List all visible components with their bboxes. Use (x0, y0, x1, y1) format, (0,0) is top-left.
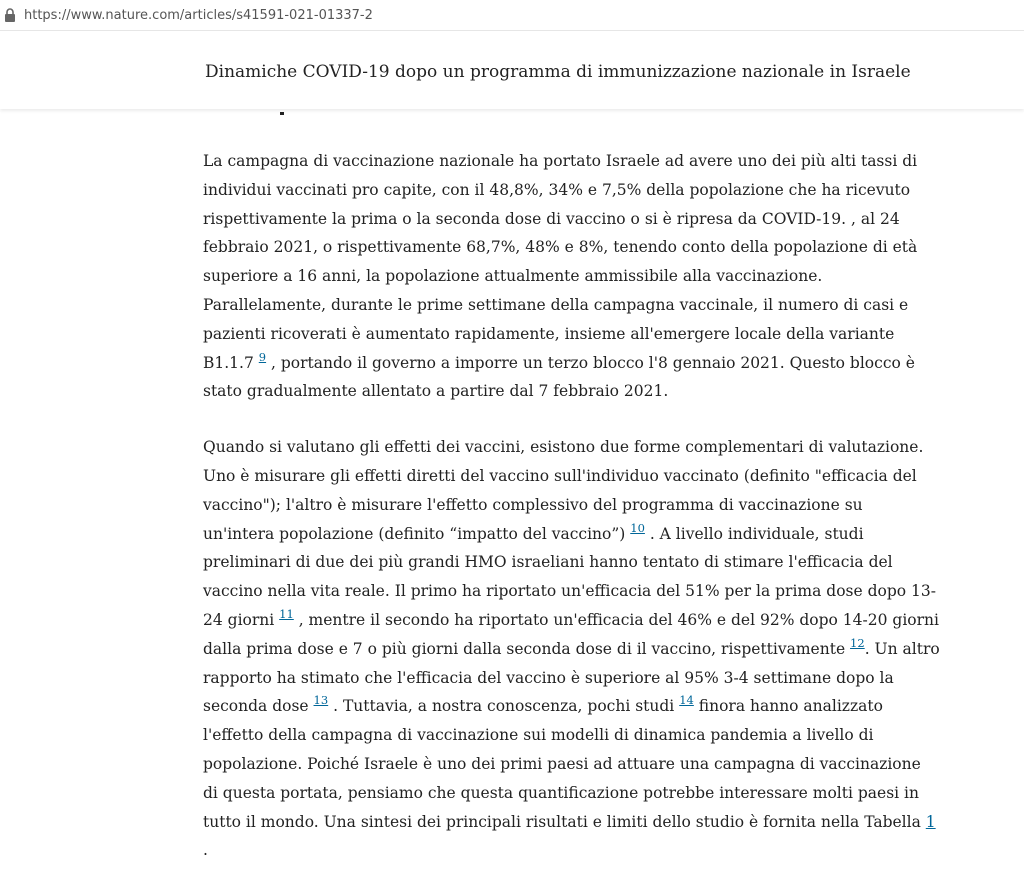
line-text: , mentre il secondo ha riportato un'efficacia del 46% e del 92% dopo 14-20 giorni (293, 610, 939, 629)
text-line (203, 606, 939, 635)
article-title: Dinamiche COVID-19 dopo un programma di immunizzazione nazionale in Israele (205, 62, 911, 82)
line-text: preliminari di due dei più grandi HMO israeliani hanno tentato di stimare l'efficacia del (203, 553, 893, 572)
text-line (203, 520, 933, 549)
line-text: un'intera popolazione (definito “impatto del vaccino”) (203, 524, 631, 543)
text-line (203, 462, 933, 491)
text-line (203, 491, 933, 520)
text-line (203, 320, 933, 349)
text-line (203, 750, 933, 779)
text-line (203, 349, 933, 378)
line-text: . (203, 841, 208, 860)
text-line (203, 176, 933, 205)
text-line (203, 147, 933, 176)
line-text: dalla prima dose e 7 o più giorni dalla seconda dose di il vaccino, rispettivamente (203, 639, 851, 658)
line-text: pazienti ricoverati è aumentato rapidamente, insieme all'emergere locale della variante (203, 324, 895, 343)
line-text: , portando il governo a imporre un terzo blocco l'8 gennaio 2021. Questo blocco è (266, 353, 915, 372)
text-line (203, 377, 933, 406)
text-line (203, 233, 933, 262)
paragraph-1 (203, 147, 933, 406)
line-text: vaccino nella vita reale. Il primo ha riportato un'efficacia del 51% per la prima dose dopo 13- (203, 582, 936, 601)
citation-link[interactable]: 12 (850, 635, 865, 650)
citation-link[interactable]: 13 (313, 693, 329, 708)
line-text: finora hanno analizzato (693, 697, 883, 716)
line-text: . Tuttavia, a nostra conoscenza, pochi studi (328, 697, 680, 716)
text-line (203, 433, 933, 462)
text-line (203, 779, 933, 808)
text-line (203, 808, 936, 837)
citation-link[interactable]: 10 (630, 520, 645, 535)
paragraph-2 (203, 433, 940, 865)
address-bar[interactable] (0, 0, 1024, 31)
line-text: popolazione. Poiché Israele è uno dei primi paesi ad attuare una campagna di vaccinazione (203, 754, 921, 773)
line-text: seconda dose (203, 697, 314, 716)
line-text: Quando si valutano gli effetti dei vaccini, esistono due forme complementari di valutazione. (203, 438, 924, 457)
text-line (203, 291, 933, 320)
sticky-article-header (0, 31, 1024, 109)
line-text: di questa portata, pensiamo che questa quantificazione potrebbe interessare molti paesi in (203, 783, 919, 802)
line-text: superiore a 16 anni, la popolazione attualmente ammissibile alla vaccinazione. (203, 267, 823, 286)
text-line (203, 205, 933, 234)
text-line (203, 721, 933, 750)
line-text: B1.1.7 (203, 353, 259, 372)
text-line (203, 577, 936, 606)
table-link[interactable]: 1 (925, 812, 936, 831)
citation-link[interactable]: 9 (258, 349, 267, 364)
line-text: vaccino"); l'altro è misurare l'effetto complessivo del programma di vaccinazione su (203, 495, 863, 514)
line-text: Parallelamente, durante le prime settimane della campagna vaccinale, il numero di casi e (203, 295, 909, 314)
text-line (203, 836, 933, 865)
text-line (203, 664, 933, 693)
line-text: l'effetto della campagna di vaccinazione sui modelli di dinamica pandemia a livello di (203, 726, 874, 745)
url-text[interactable]: https://www.nature.com/articles/s41591-021-01337-2 (24, 7, 373, 23)
line-text: tutto il mondo. Una sintesi dei principali risultati e limiti dello studio è fornita nella Tabella (203, 812, 926, 831)
line-text: 24 giorni (203, 610, 280, 629)
line-text: rapporto ha stimato che l'efficacia del vaccino è superiore al 95% 3-4 settimane dopo la (203, 668, 894, 687)
text-line (203, 548, 933, 577)
text-line (203, 692, 933, 721)
clipped-text-fragment (280, 112, 284, 115)
line-text: rispettivamente la prima o la seconda dose di vaccino o si è ripresa da COVID-19. , al 24 (203, 209, 900, 228)
line-text: Uno è misurare gli effetti diretti del vaccino sull'individuo vaccinato (definito "efficacia del (203, 466, 917, 485)
text-line (203, 635, 940, 664)
lock-icon (4, 8, 16, 22)
line-text: individui vaccinati pro capite, con il 48,8%, 34% e 7,5% della popolazione che ha ricevuto (203, 180, 911, 199)
line-text: febbraio 2021, o rispettivamente 68,7%, 48% e 8%, tenendo conto della popolazione di età (203, 238, 918, 257)
line-text: stato gradualmente allentato a partire dal 7 febbraio 2021. (203, 382, 669, 401)
citation-link[interactable]: 14 (679, 693, 694, 708)
text-line (203, 262, 933, 291)
line-text: . Un altro (864, 639, 940, 658)
article-body (203, 147, 940, 865)
line-text: La campagna di vaccinazione nazionale ha portato Israele ad avere uno dei più alti tassi di (203, 152, 918, 170)
line-text: . A livello individuale, studi (644, 524, 864, 543)
citation-link[interactable]: 11 (279, 606, 294, 621)
